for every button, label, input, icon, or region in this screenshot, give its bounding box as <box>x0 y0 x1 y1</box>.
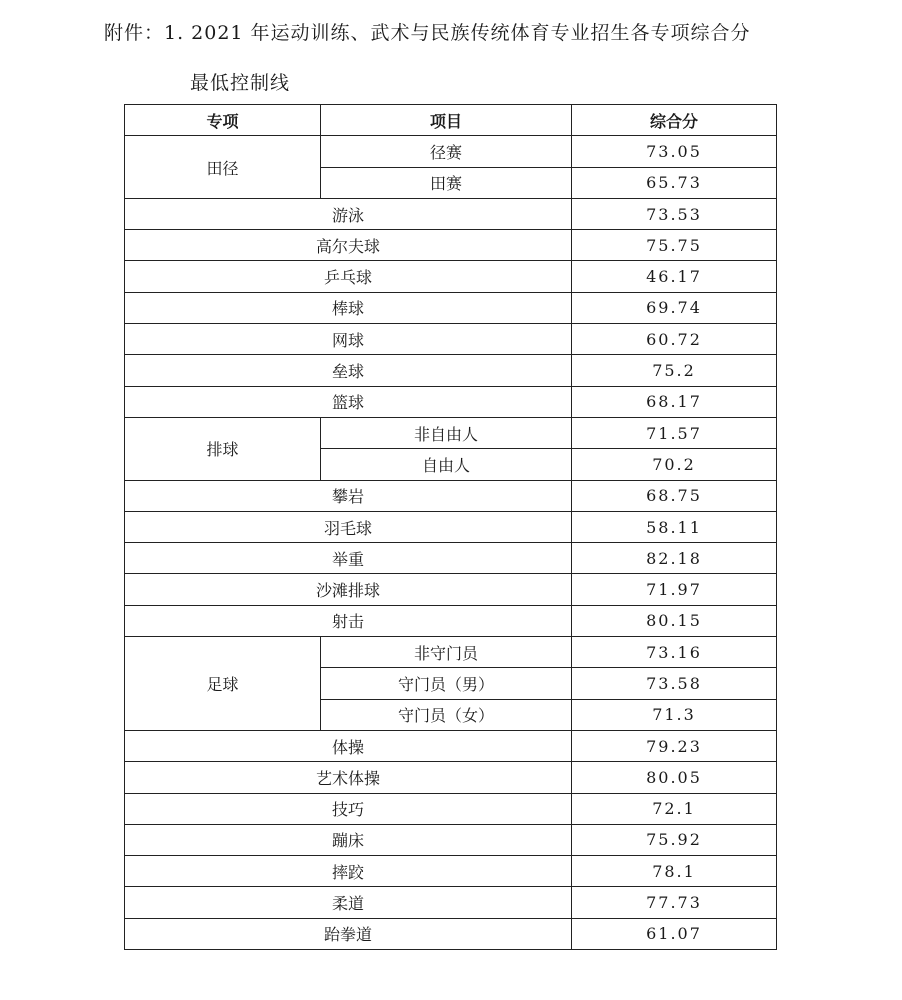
specialty-cell: 射击 <box>125 605 572 636</box>
specialty-cell: 乒乓球 <box>125 261 572 292</box>
specialty-cell: 艺术体操 <box>125 762 572 793</box>
table-row <box>125 386 777 417</box>
score-cell: 68.17 <box>572 386 777 417</box>
table-row <box>125 261 777 292</box>
table-row <box>125 637 777 668</box>
score-cell: 73.16 <box>572 637 777 668</box>
specialty-cell: 柔道 <box>125 887 572 918</box>
table-row <box>125 324 777 355</box>
table-row <box>125 918 777 949</box>
specialty-cell: 垒球 <box>125 355 572 386</box>
specialty-group-cell: 足球 <box>125 637 321 731</box>
specialty-cell: 技巧 <box>125 793 572 824</box>
score-cell: 69.74 <box>572 292 777 323</box>
event-cell: 田赛 <box>321 167 572 198</box>
document-subtitle: 最低控制线 <box>190 72 291 94</box>
score-cell: 71.57 <box>572 417 777 448</box>
table-header-row <box>125 105 777 136</box>
score-cell: 65.73 <box>572 167 777 198</box>
score-cell: 73.05 <box>572 136 777 167</box>
score-cell: 71.97 <box>572 574 777 605</box>
score-cell: 71.3 <box>572 699 777 730</box>
table-row <box>125 355 777 386</box>
document-title: 附件：1. 2021 年运动训练、武术与民族传统体育专业招生各专项综合分 <box>104 22 751 44</box>
table-row <box>125 730 777 761</box>
table-row <box>125 856 777 887</box>
table-row <box>125 292 777 323</box>
score-cell: 72.1 <box>572 793 777 824</box>
score-cell: 80.05 <box>572 762 777 793</box>
table-row <box>125 762 777 793</box>
score-cell: 46.17 <box>572 261 777 292</box>
specialty-cell: 攀岩 <box>125 480 572 511</box>
event-cell: 径赛 <box>321 136 572 167</box>
specialty-group-cell: 田径 <box>125 136 321 199</box>
score-cell: 73.58 <box>572 668 777 699</box>
event-cell: 自由人 <box>321 449 572 480</box>
table-row <box>125 824 777 855</box>
score-cell: 68.75 <box>572 480 777 511</box>
score-cell: 75.75 <box>572 230 777 261</box>
header-specialty: 专项 <box>125 105 321 136</box>
event-cell: 非自由人 <box>321 417 572 448</box>
specialty-cell: 棒球 <box>125 292 572 323</box>
table-row <box>125 574 777 605</box>
table-row <box>125 543 777 574</box>
score-cell: 78.1 <box>572 856 777 887</box>
specialty-cell: 摔跤 <box>125 856 572 887</box>
score-cell: 73.53 <box>572 198 777 229</box>
table-row <box>125 417 777 448</box>
specialty-group-cell: 排球 <box>125 417 321 480</box>
table-row <box>125 198 777 229</box>
table-row <box>125 793 777 824</box>
specialty-cell: 举重 <box>125 543 572 574</box>
table-body <box>125 136 777 950</box>
score-cell: 58.11 <box>572 511 777 542</box>
specialty-cell: 篮球 <box>125 386 572 417</box>
specialty-cell: 羽毛球 <box>125 511 572 542</box>
specialty-cell: 体操 <box>125 730 572 761</box>
score-cell: 82.18 <box>572 543 777 574</box>
score-cell: 70.2 <box>572 449 777 480</box>
score-cell: 75.92 <box>572 824 777 855</box>
table-row <box>125 136 777 167</box>
specialty-cell: 沙滩排球 <box>125 574 572 605</box>
score-cell: 61.07 <box>572 918 777 949</box>
header-event: 项目 <box>321 105 572 136</box>
score-cell: 79.23 <box>572 730 777 761</box>
table-row <box>125 887 777 918</box>
table-row <box>125 480 777 511</box>
specialty-cell: 网球 <box>125 324 572 355</box>
header-score: 综合分 <box>572 105 777 136</box>
event-cell: 守门员（女） <box>321 699 572 730</box>
score-cell: 60.72 <box>572 324 777 355</box>
specialty-cell: 跆拳道 <box>125 918 572 949</box>
score-cell: 80.15 <box>572 605 777 636</box>
specialty-cell: 游泳 <box>125 198 572 229</box>
specialty-cell: 蹦床 <box>125 824 572 855</box>
event-cell: 守门员（男） <box>321 668 572 699</box>
score-table <box>124 104 777 950</box>
score-cell: 77.73 <box>572 887 777 918</box>
score-cell: 75.2 <box>572 355 777 386</box>
table-row <box>125 230 777 261</box>
table-row <box>125 605 777 636</box>
specialty-cell: 高尔夫球 <box>125 230 572 261</box>
table-row <box>125 511 777 542</box>
event-cell: 非守门员 <box>321 637 572 668</box>
